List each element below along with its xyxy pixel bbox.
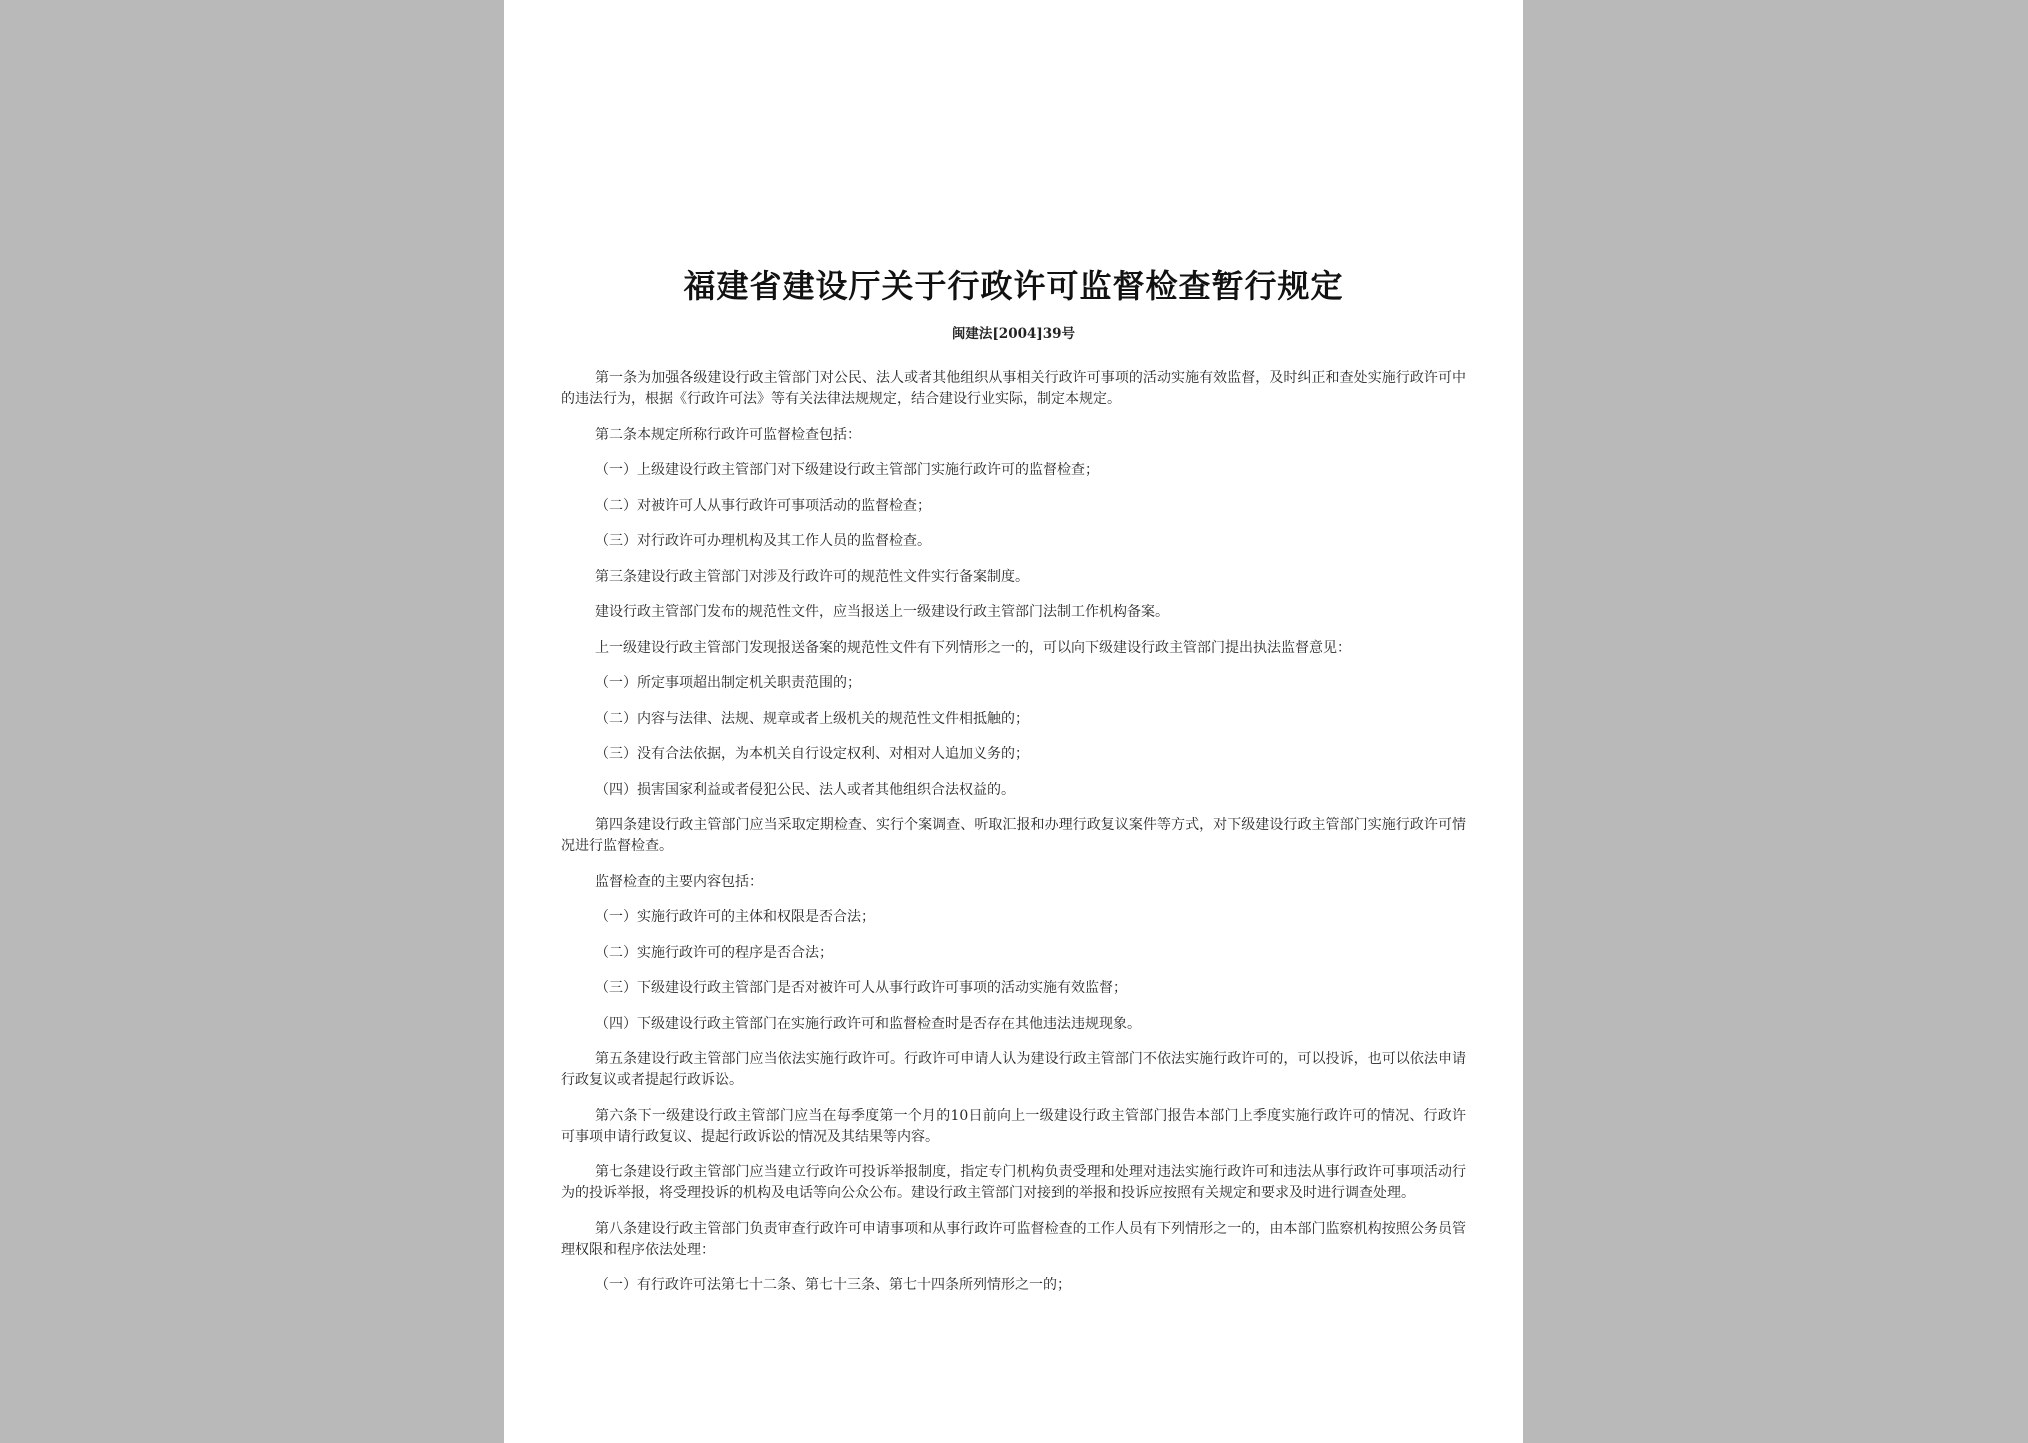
paragraph: （三）没有合法依据，为本机关自行设定权利、对相对人追加义务的； bbox=[595, 746, 1029, 762]
paragraph: 监督检查的主要内容包括： bbox=[595, 873, 763, 890]
paragraph: （四）损害国家利益或者侵犯公民、法人或者其他组织合法权益的。 bbox=[595, 781, 1015, 798]
document-page bbox=[504, 0, 1523, 1443]
paragraph: 第七条建设行政主管部门应当建立行政许可投诉举报制度，指定专门机构负责受理和处理对违法实施行政许可和违法从事行政许可事项活动行为的投诉举报，将受理投诉的机构及电话等向公众公布。建设行政主管部门对接到的举报和投诉应按照有关规定和要求及时进行调查处理。 bbox=[561, 1164, 1466, 1201]
paragraph: （一）上级建设行政主管部门对下级建设行政主管部门实施行政许可的监督检查； bbox=[595, 462, 1099, 478]
paragraph: 第三条建设行政主管部门对涉及行政许可的规范性文件实行备案制度。 bbox=[595, 568, 1029, 585]
paragraph: （四）下级建设行政主管部门在实施行政许可和监督检查时是否存在其他违法违规现象。 bbox=[595, 1015, 1141, 1032]
paragraph: 第四条建设行政主管部门应当采取定期检查、实行个案调查、听取汇报和办理行政复议案件等方式，对下级建设行政主管部门实施行政许可情况进行监督检查。 bbox=[561, 817, 1466, 854]
paragraph: 建设行政主管部门发布的规范性文件，应当报送上一级建设行政主管部门法制工作机构备案。 bbox=[595, 604, 1169, 620]
paragraph: （二）实施行政许可的程序是否合法； bbox=[595, 944, 833, 961]
paragraph: 第一条为加强各级建设行政主管部门对公民、法人或者其他组织从事相关行政许可事项的活动实施有效监督，及时纠正和查处实施行政许可中的违法行为，根据《行政许可法》等有关法律法规规定，结合建设行业实际，制定本规定。 bbox=[561, 370, 1466, 407]
paragraph: 第八条建设行政主管部门负责审查行政许可申请事项和从事行政许可监督检查的工作人员有下列情形之一的，由本部门监察机构按照公务员管理权限和程序依法处理： bbox=[561, 1220, 1466, 1258]
paragraph: 第五条建设行政主管部门应当依法实施行政许可。行政许可申请人认为建设行政主管部门不依法实施行政许可的，可以投诉，也可以依法申请行政复议或者提起行政诉讼。 bbox=[561, 1051, 1466, 1088]
paragraph: （一）实施行政许可的主体和权限是否合法； bbox=[595, 909, 875, 925]
paragraph: （三）对行政许可办理机构及其工作人员的监督检查。 bbox=[595, 533, 931, 549]
document-number: 闽建法[2004]39号 bbox=[951, 326, 1076, 342]
paragraph: 上一级建设行政主管部门发现报送备案的规范性文件有下列情形之一的，可以向下级建设行政主管部门提出执法监督意见： bbox=[595, 639, 1351, 656]
paragraph: （三）下级建设行政主管部门是否对被许可人从事行政许可事项的活动实施有效监督； bbox=[595, 980, 1127, 996]
document-title: 福建省建设厅关于行政许可监督检查暂行规定 bbox=[683, 267, 1344, 305]
paragraph: （一）有行政许可法第七十二条、第七十三条、第七十四条所列情形之一的； bbox=[595, 1277, 1071, 1293]
paragraph: （一）所定事项超出制定机关职责范围的； bbox=[595, 675, 861, 691]
paragraph: 第二条本规定所称行政许可监督检查包括： bbox=[595, 426, 861, 443]
document-body bbox=[561, 368, 1466, 1296]
paragraph: 第六条下一级建设行政主管部门应当在每季度第一个月的10日前向上一级建设行政主管部门报告本部门上季度实施行政许可的情况、行政许可事项申请行政复议、提起行政诉讼的情况及其结果等内容。 bbox=[561, 1107, 1466, 1145]
paragraph: （二）内容与法律、法规、规章或者上级机关的规范性文件相抵触的； bbox=[595, 710, 1029, 727]
paragraph: （二）对被许可人从事行政许可事项活动的监督检查； bbox=[595, 497, 931, 514]
